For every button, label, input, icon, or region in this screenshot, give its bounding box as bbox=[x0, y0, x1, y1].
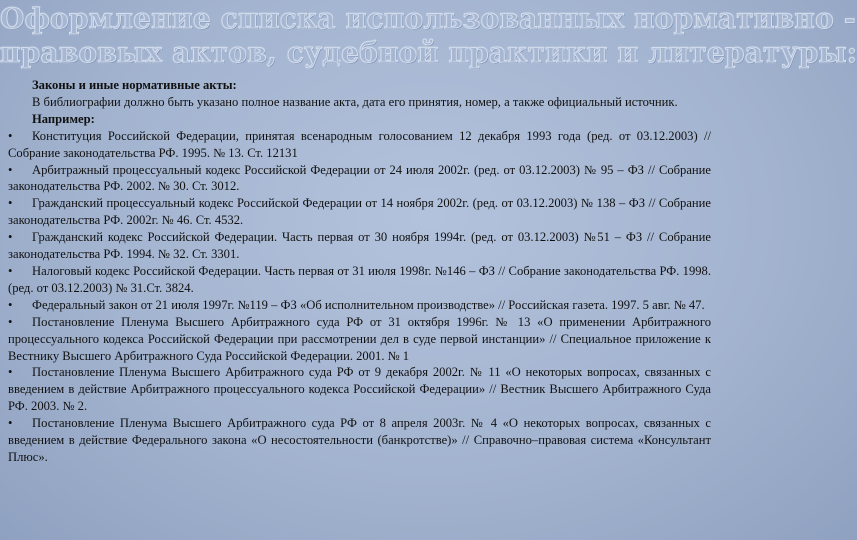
bullet-icon: • bbox=[8, 297, 13, 312]
slide-title-line-1: Оформление списка использованных нормативно - bbox=[0, 2, 856, 35]
bullet-icon: • bbox=[8, 365, 13, 380]
list-item bbox=[8, 364, 711, 415]
bullet-icon: • bbox=[8, 128, 13, 143]
list-item bbox=[8, 297, 711, 314]
list-item bbox=[8, 415, 711, 466]
list-item bbox=[8, 128, 711, 162]
list-item-text: Постановление Пленума Высшего Арбитражного суда РФ от 31 октября 1996г. № 13 «О применении Арбитражного процессуального кодекса Российской Федерации при рассмотрении дел в суде первой инстанции» // Специальное приложение к Вестнику Высшего Арбитражного Суда Российской Федерации. 2001. № 1 bbox=[8, 314, 711, 363]
bullet-icon: • bbox=[8, 162, 13, 177]
bullet-icon: • bbox=[8, 263, 13, 278]
list-item bbox=[8, 195, 711, 229]
bullet-icon: • bbox=[8, 230, 13, 245]
list-item-text: Арбитражный процессуальный кодекс Российской Федерации от 24 июля 2002г. (ред. от 03.12.2003) № 95 – ФЗ // Собрание законодательства РФ. 2002. № 30. Ст. 3012. bbox=[8, 162, 711, 194]
list-item-text: Федеральный закон от 21 июля 1997г. №119 – ФЗ «Об исполнительном производстве» // Российская газета. 1997. 5 авг. № 47. bbox=[32, 297, 705, 312]
bullet-icon: • bbox=[8, 416, 13, 431]
list-item-text: Гражданский процессуальный кодекс Российской Федерации от 14 ноября 2002г. (ред. от 03.12.2003) № 138 – ФЗ // Собрание законодательства РФ. 2002г. № 46. Ст. 4532. bbox=[8, 196, 711, 228]
example-label: Например: bbox=[32, 111, 95, 126]
list-item-text: Конституция Российской Федерации, принятая всенародным голосованием 12 декабря 1993 года (ред. от 03.12.2003) // Собрание законодательства РФ. 1995. № 13. Ст. 12131 bbox=[8, 128, 711, 160]
list-item bbox=[8, 263, 711, 297]
slide-body bbox=[8, 77, 711, 466]
intro-paragraph: В библиографии должно быть указано полное название акта, дата его принятия, номер, а также официальный источник. bbox=[32, 94, 678, 109]
bullet-icon: • bbox=[8, 196, 13, 211]
list-item-text: Постановление Пленума Высшего Арбитражного суда РФ от 8 апреля 2003г. № 4 «О некоторых вопросах, связанных с введением в действие Федерального закона «О несостоятельности (банкротстве)» // Справочно–правовая система «Консультант Плюс». bbox=[8, 416, 711, 464]
slide-title-line-2: правовых актов, судебной практики и литературы: bbox=[0, 36, 857, 69]
list-item-text: Постановление Пленума Высшего Арбитражного суда РФ от 9 декабря 2002г. № 11 «О некоторых вопросах, связанных с введением в действие Арбитражного процессуального кодекса Российской Федерации» // Вестник Высшего Арбитражного Суда РФ. 2003. № 2. bbox=[8, 365, 711, 414]
section-heading: Законы и иные нормативные акты: bbox=[32, 78, 237, 92]
bullet-icon: • bbox=[8, 314, 13, 329]
list-item-text: Гражданский кодекс Российской Федерации. Часть первая от 30 ноября 1994г. (ред. от 03.12.2003) №51 – ФЗ // Собрание законодательства РФ. 1994. № 32. Ст. 3301. bbox=[8, 230, 711, 262]
list-item-text: Налоговый кодекс Российской Федерации. Часть первая от 31 июля 1998г. №146 – ФЗ // Собрание законодательства РФ. 1998. (ред. от 03.12.2003) № 31.Ст. 3824. bbox=[8, 263, 711, 295]
list-item bbox=[8, 314, 711, 365]
list-item bbox=[8, 229, 711, 263]
slide-title bbox=[0, 2, 857, 70]
list-item bbox=[8, 162, 711, 196]
